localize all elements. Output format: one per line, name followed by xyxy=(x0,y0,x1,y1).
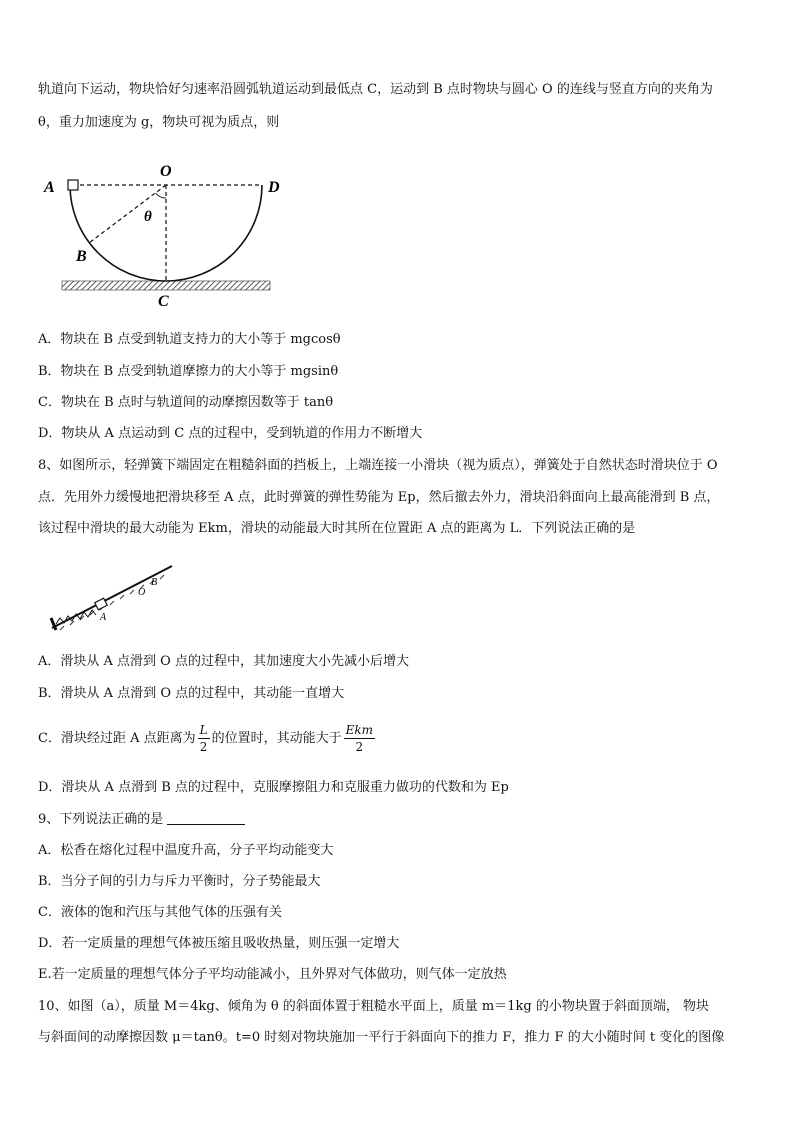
label-b: B xyxy=(76,248,87,265)
label-a: A xyxy=(100,612,107,623)
fraction-l-over-2 xyxy=(198,722,210,755)
q8-incline-figure xyxy=(44,558,184,638)
fraction-ekm-over-2 xyxy=(344,722,375,755)
label-o: O xyxy=(138,587,146,598)
label-a: A xyxy=(44,179,55,196)
label-b: B xyxy=(151,577,158,588)
q8-option-d: D．滑块从 A 点滑到 B 点的过程中，克服摩擦阻力和克服重力做功的代数和为 Ep xyxy=(38,780,509,795)
q9-option-a: A．松香在熔化过程中温度升高，分子平均动能变大 xyxy=(38,843,334,858)
label-o: O xyxy=(160,163,172,180)
answer-blank xyxy=(167,810,245,825)
q8-option-c xyxy=(38,722,377,755)
q9-stem-row xyxy=(38,810,245,830)
q9-option-e: E.若一定质量的理想气体分子平均动能减小，且外界对气体做功，则气体一定放热 xyxy=(38,967,507,982)
fraction-denominator: 2 xyxy=(355,740,364,754)
q9-option-d: D．若一定质量的理想气体被压缩且吸收热量，则压强一定增大 xyxy=(38,936,400,951)
q9-stem: 9、下列说法正确的是 xyxy=(38,812,164,827)
fraction-denominator: 2 xyxy=(199,740,208,754)
fraction-numerator: L xyxy=(199,723,208,737)
q10-stem-line2: 与斜面间的动摩擦因数 μ＝tanθ。t=0 时刻对物块施加一平行于斜面向下的推力 F，推力 F 的大小随时间 t 变化的图像 xyxy=(38,1030,725,1045)
q7-stem-line2: θ，重力加速度为 g，物块可视为质点，则 xyxy=(38,115,280,130)
label-theta: θ xyxy=(144,209,152,225)
q8-option-c-prefix: C．滑块经过距 A 点距离为 xyxy=(38,731,196,746)
q8-option-a: A．滑块从 A 点滑到 O 点的过程中，其加速度大小先减小后增大 xyxy=(38,654,409,669)
fraction-numerator: Ekm xyxy=(345,723,374,737)
q9-option-b: B．当分子间的引力与斥力平衡时，分子势能最大 xyxy=(38,874,321,889)
q8-stem-line1: 8、如图所示，轻弹簧下端固定在粗糙斜面的挡板上，上端连接一小滑块（视为质点），弹簧处于自然状态时滑块位于 O xyxy=(38,458,718,473)
block-at-a xyxy=(68,180,78,190)
ground-strip xyxy=(62,281,270,290)
incline-hatch xyxy=(60,575,164,630)
q7-option-c: C．物块在 B 点时与轨道间的动摩擦因数等于 tanθ xyxy=(38,395,334,410)
label-c: C xyxy=(158,293,169,310)
q7-option-a: A．物块在 B 点受到轨道支持力的大小等于 mgcosθ xyxy=(38,332,341,347)
q8-stem-line2: 点．先用外力缓慢地把滑块移至 A 点，此时弹簧的弹性势能为 Ep，然后撤去外力，滑块沿斜面向上最高能滑到 B 点， xyxy=(38,490,720,505)
q7-semicircle-figure xyxy=(40,150,300,310)
q7-stem-line1: 轨道向下运动，物块恰好匀速率沿圆弧轨道运动到最低点 C，运动到 B 点时物块与圆心 O 的连线与竖直方向的夹角为 xyxy=(38,82,713,97)
q9-option-c: C．液体的饱和汽压与其他气体的压强有关 xyxy=(38,905,282,920)
q7-option-b: B．物块在 B 点受到轨道摩擦力的大小等于 mgsinθ xyxy=(38,364,339,379)
label-d: D xyxy=(268,179,280,196)
radius-ob-dashed xyxy=(89,185,166,243)
q8-option-c-middle: 的位置时，其动能大于 xyxy=(211,731,342,746)
q7-option-d: D．物块从 A 点运动到 C 点的过程中，受到轨道的作用力不断增大 xyxy=(38,426,423,441)
q10-stem-line1: 10、如图（a），质量 M＝4kg、倾角为 θ 的斜面体置于粗糙水平面上，质量 m＝1kg 的小物块置于斜面顶端， 物块 xyxy=(38,999,709,1014)
q8-option-b: B．滑块从 A 点滑到 O 点的过程中，其动能一直增大 xyxy=(38,686,345,701)
q8-stem-line3: 该过程中滑块的最大动能为 Ekm，滑块的动能最大时其所在位置距 A 点的距离为 L．下列说法正确的是 xyxy=(38,521,636,536)
theta-arc xyxy=(156,193,166,198)
